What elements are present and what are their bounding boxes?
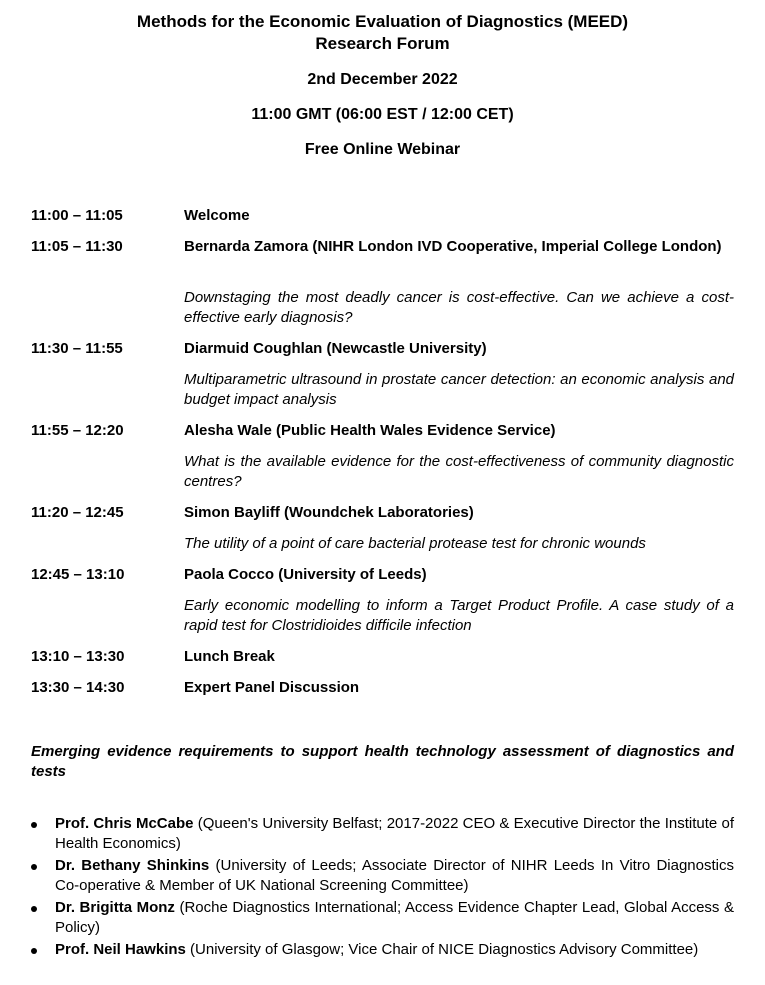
event-title-line1: Methods for the Economic Evaluation of Diagnostics (MEED) — [136, 12, 629, 31]
agenda-title: Diarmuid Coughlan (Newcastle University) — [184, 340, 487, 357]
bullet-icon — [31, 822, 37, 828]
event-title-line2: Research Forum — [315, 34, 450, 53]
panelist-name: Prof. Chris McCabe — [55, 815, 194, 832]
agenda-time: 13:10 – 13:30 — [31, 648, 125, 665]
panelist-affiliation: (University of Glasgow; Vice Chair of NICE Diagnostics Advisory Committee) — [185, 941, 699, 958]
panel-heading: Emerging evidence requirements to support health technology assessment of diagnostics and tests — [31, 743, 734, 780]
event-time: 11:00 GMT (06:00 EST / 12:00 CET) — [251, 106, 514, 123]
bullet-icon — [31, 864, 37, 870]
agenda-time: 11:20 – 12:45 — [31, 504, 124, 521]
agenda-time: 11:00 – 11:05 — [31, 207, 123, 224]
agenda-title: Simon Bayliff (Woundchek Laboratories) — [184, 504, 474, 521]
agenda-time: 13:30 – 14:30 — [31, 679, 125, 696]
panelist-item — [31, 814, 734, 854]
agenda-time: 11:30 – 11:55 — [31, 340, 123, 357]
agenda-time: 11:05 – 11:30 — [31, 238, 123, 255]
panelist-item — [31, 856, 734, 896]
panelist-affiliation: (Queen's University Belfast; 2017-2022 CEO & Executive Director the Institute of Health Economics) — [55, 815, 734, 852]
event-format: Free Online Webinar — [304, 141, 461, 158]
event-date: 2nd December 2022 — [307, 71, 458, 88]
agenda-title: Bernarda Zamora (NIHR London IVD Cooperative, Imperial College London) — [184, 238, 722, 255]
agenda-title: Alesha Wale (Public Health Wales Evidence Service) — [184, 422, 556, 439]
agenda-time: 12:45 – 13:10 — [31, 566, 125, 583]
agenda-title: Expert Panel Discussion — [184, 679, 360, 696]
panelist-item — [31, 940, 734, 960]
panelist-name: Prof. Neil Hawkins — [55, 941, 186, 958]
panelist-list — [31, 814, 734, 962]
panelist-item — [31, 898, 734, 938]
agenda-time: 11:55 – 12:20 — [31, 422, 124, 439]
panelist-affiliation: (University of Leeds; Associate Director of NIHR Leeds In Vitro Diagnostics Co-operative & Member of UK National Screening Committee) — [55, 857, 734, 894]
agenda-description: What is the available evidence for the cost-effectiveness of community diagnostic centres? — [184, 453, 734, 490]
agenda-description: Multiparametric ultrasound in prostate cancer detection: an economic analysis and budget impact analysis — [184, 371, 734, 408]
agenda-description: The utility of a point of care bacterial protease test for chronic wounds — [184, 535, 646, 552]
agenda-title: Lunch Break — [184, 648, 275, 665]
bullet-icon — [31, 948, 37, 954]
panelist-affiliation: (Roche Diagnostics International; Access Evidence Chapter Lead, Global Access & Policy) — [55, 899, 734, 936]
bullet-icon — [31, 906, 37, 912]
agenda-title: Welcome — [184, 207, 250, 224]
agenda-title: Paola Cocco (University of Leeds) — [184, 566, 427, 583]
panelist-name: Dr. Bethany Shinkins — [55, 857, 210, 874]
agenda-description: Downstaging the most deadly cancer is cost-effective. Can we achieve a cost-effective early diagnosis? — [184, 289, 734, 326]
agenda-description: Early economic modelling to inform a Target Product Profile. A case study of a rapid test for Clostridioides difficile infection — [184, 597, 734, 634]
panelist-name: Dr. Brigitta Monz — [55, 899, 175, 916]
